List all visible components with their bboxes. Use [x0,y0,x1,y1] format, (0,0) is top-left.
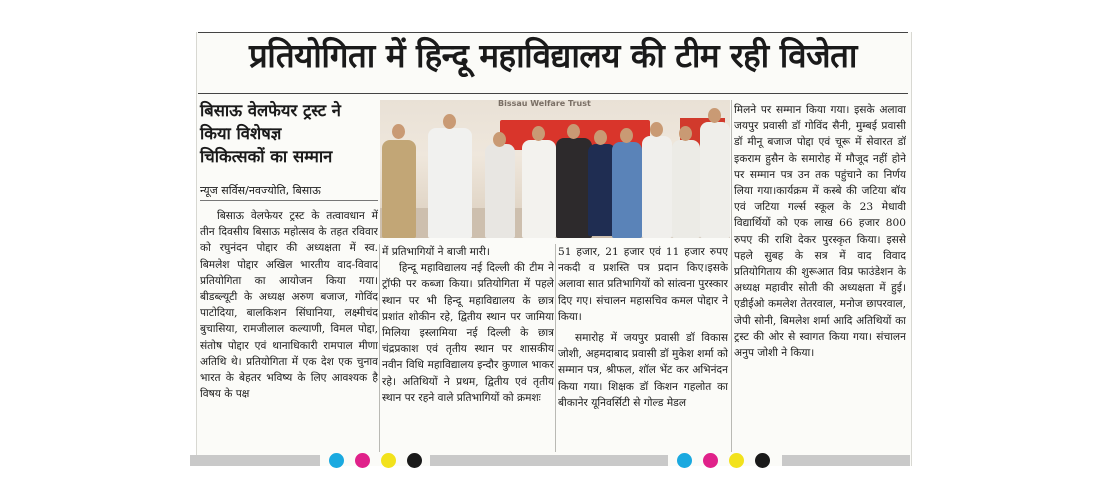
person-figure [382,140,416,238]
side-story-title-line: किया विशेषज्ञ [200,124,282,143]
person-figure [522,140,556,238]
column-divider [379,244,380,452]
person-figure [672,140,700,238]
registration-mark-yellow [381,453,396,468]
person-head [679,126,692,141]
person-head [392,124,405,139]
side-story-title-line: बिसाऊ वेलफेयर ट्रस्ट ने [200,101,341,120]
article-column-3 [558,244,728,452]
registration-mark-magenta [703,453,718,468]
person-figure [642,136,672,238]
photo-banner-text: Bissau Welfare Trust [498,100,591,108]
byline-rule [200,200,378,201]
article-column-1 [200,208,378,452]
person-figure [556,138,592,238]
registration-mark-black [755,453,770,468]
headline-rule [198,93,908,94]
registration-mark-magenta [355,453,370,468]
person-head [594,130,607,145]
person-figure [612,142,642,238]
registration-mark-cyan [677,453,692,468]
byline: न्यूज सर्विस/नवज्योति, बिसाऊ [200,184,321,197]
print-bar [430,455,668,466]
registration-mark-yellow [729,453,744,468]
article-paragraph: बिसाऊ वेलफेयर ट्रस्ट के तत्वावधान में तीन दिवसीय बिसाऊ महोत्सव के तहत रविवार को रघुनंदन पोद्दार की अध्यक्षता में स्व. बिमलेश पोद्दार अखिल भारतीय वाद-विवाद प्रतियोगिता का आयोजन किया गया। बीडब्ल्यूटी के अध्यक्ष अरुण बजाज, गोविंद पाटोदिया, बालकिशन सिंघानिया, लक्ष्मीचंद बुचासिया, रामजीलाल कल्याणी, विमल पोद्दा, संतोष पोद्दार एवं थानाधिकारी रामपाल मीणा अतिथि थे। प्रतियोगिता में एक देश एक चुनाव भारत के बेहतर भविष्य के लिए आवश्यक है विषय के पक्ष [200,210,378,401]
person-figure [428,128,472,238]
person-head [532,126,545,141]
person-head [567,124,580,139]
column-divider [731,100,732,452]
person-head [493,132,506,147]
article-column-4 [734,102,906,452]
top-rule [198,32,908,33]
side-story-title [200,99,380,168]
article-paragraph: मिलने पर सम्मान किया गया। इसके अलावा जयपुर प्रवासी डॉ गोविंद सैनी, मुम्बई प्रवासी डॉ मीनू बजाज पोद्दा एवं चूरू में सेवारत डॉ इकराम हुसैन के समारोह में मौजूद नहीं होने पर सम्मान पत्र उन तक पहुंचाने का निर्णय लिया गया।कार्यक्रम में कस्बे की जटिया बॉय एवं जटिया गर्ल्स स्कूल के 23 मेधावी विद्यार्थियों को एक लाख 66 हजार 800 रुपए की राशि देकर पुरस्कृत किया। इससे पहले सुबह के सत्र में वाद विवाद प्रतियोगिताय की शुरूआत विप्र फाउंडेशन के अध्यक्ष महावीर सोती की अध्यक्षता में हुई। एडीईओ कमलेश तेतरवाल, मनोज छापरवाल, जेपी सोनी, बिमलेश शर्मा आदि अतिथियों का ट्रस्ट की ओर से स्वागत किया गया। संचालन अनुप जोशी ने किया। [734,104,906,360]
person-head [620,128,633,143]
registration-mark-cyan [329,453,344,468]
article-paragraph: में प्रतिभागियों ने बाजी मारी। [382,246,490,258]
event-photo [380,100,730,238]
person-head [443,114,456,129]
print-bar [190,455,320,466]
person-head [650,122,663,137]
article-column-2 [382,244,554,452]
person-head [708,108,721,123]
person-figure [485,144,515,238]
headline: प्रतियोगिता में हिन्दू महाविद्यालय की टीम रही विजेता [249,36,857,75]
article-paragraph: हिन्दू महाविद्यालय नई दिल्ली की टीम ने ट्रॉफी पर कब्जा किया। प्रतियोगिता में पहले स्थान पर भी हिन्दू महाविद्यालय के छात्र प्रशांत शोकीन रहे, द्वितीय स्थान पर जामिया मिलिया इस्लामिया नई दिल्ली के छात्र चंद्रप्रकाश एवं तृतीय स्थान पर शासकीय नवीन विधि महाविद्यालय इन्दौर कुणाल भाकर रहे। अतिथियों ने प्रथम, द्वितीय एवं तृतीय स्थान पर रहने वाले प्रतिभागियों को क्रमशः [382,262,554,404]
person-figure [700,122,730,238]
print-bar [782,455,910,466]
article-paragraph: समारोह में जयपुर प्रवासी डॉ विकास जोशी, अहमदाबाद प्रवासी डॉ मुकेश शर्मा को सम्मान पत्र, श्रीफल, शॉल भेंट कर अभिनंदन किया गया। शिक्षक डॉ किशन गहलोत का बीकानेर यूनिवर्सिटी से गोल्ड मेडल [558,332,728,409]
registration-mark-black [407,453,422,468]
side-story-title-line: चिकित्सकों का सम्मान [200,147,333,166]
column-divider [555,244,556,452]
article-paragraph: 51 हजार, 21 हजार एवं 11 हजार रुपए नकदी व प्रशस्ति पत्र प्रदान किए।इसके अलावा सात प्रतिभागियों को सांत्वना पुरस्कार दिए गए। संचालन महासचिव कमल पोद्दार ने किया। [558,246,728,323]
